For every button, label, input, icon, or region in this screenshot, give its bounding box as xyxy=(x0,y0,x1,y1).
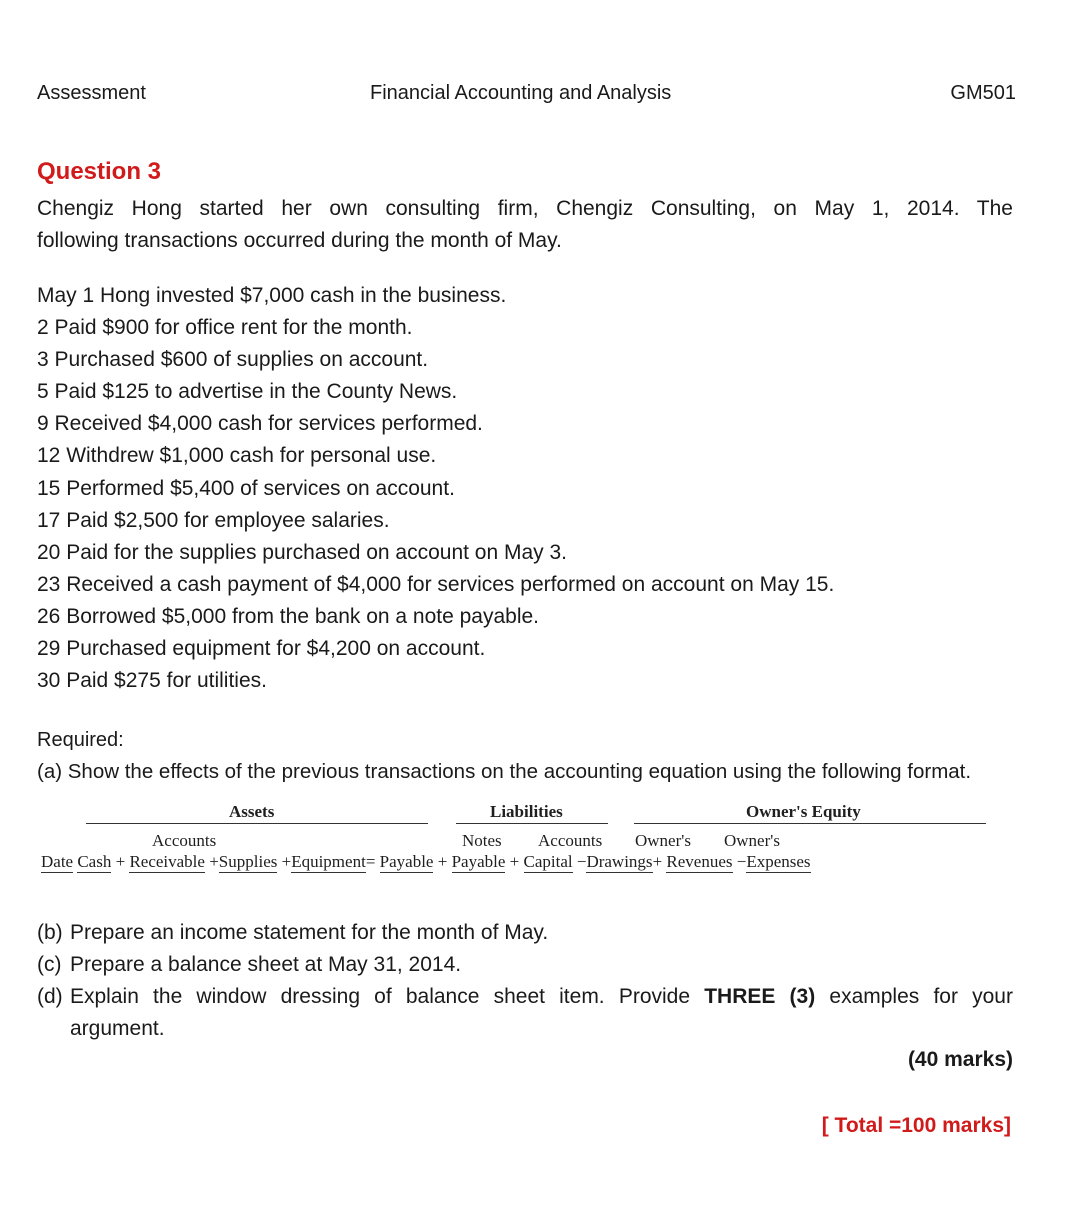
equation-assets-header: Assets xyxy=(229,802,275,821)
equation-equity-header: Owner's Equity xyxy=(746,802,861,821)
equation-accounts-payable: Payable xyxy=(451,852,506,871)
header-left: Assessment xyxy=(37,82,146,104)
equation-notes-payable: Payable xyxy=(379,852,434,871)
transaction-item: 20 Paid for the supplies purchased on account on May 3. xyxy=(37,540,568,564)
equation-owners-drawings-top: Owner's xyxy=(724,831,780,850)
minus-sign: − xyxy=(736,852,747,871)
intro-line-1: Chengiz Hong started her own consulting firm, Chengiz Consulting, on May 1, 2014. The xyxy=(37,197,1013,220)
required-label: Required: xyxy=(37,729,124,751)
header-course-code: GM501 xyxy=(950,82,1016,104)
header-course-title: Financial Accounting and Analysis xyxy=(370,82,672,104)
transaction-item: 17 Paid $2,500 for employee salaries. xyxy=(37,508,390,532)
transaction-item: 2 Paid $900 for office rent for the month. xyxy=(37,316,413,340)
liabilities-rule xyxy=(456,823,608,824)
question-intro xyxy=(37,193,1013,257)
transaction-item: 5 Paid $125 to advertise in the County News. xyxy=(37,380,458,404)
equation-date: Date xyxy=(41,852,74,871)
plus-sign: + xyxy=(281,852,292,871)
equation-supplies: Supplies xyxy=(218,852,278,871)
part-d-line-1 xyxy=(70,985,1013,1009)
part-c-letter: (c) xyxy=(37,953,62,976)
equation-accounts-top: Accounts xyxy=(152,831,217,850)
intro-line-2: following transactions occurred during the month of May. xyxy=(37,229,562,252)
part-a-text: (a) Show the effects of the previous transactions on the accounting equation using the following format. xyxy=(37,760,972,783)
plus-sign: + xyxy=(437,852,448,871)
transaction-item: 9 Received $4,000 cash for services performed. xyxy=(37,412,483,436)
transaction-item: 30 Paid $275 for utilities. xyxy=(37,669,267,693)
equation-cash: Cash xyxy=(77,852,112,871)
transaction-item: 29 Purchased equipment for $4,200 on account. xyxy=(37,637,486,661)
equation-receivable: Receivable xyxy=(129,852,205,871)
plus-sign: + xyxy=(652,852,663,871)
equation-equipment: Equipment xyxy=(291,852,366,871)
equation-liabilities-header: Liabilities xyxy=(490,802,563,821)
equation-accounts-payable-top: Accounts xyxy=(538,831,603,850)
transaction-item: 3 Purchased $600 of supplies on account. xyxy=(37,348,429,372)
transaction-item: 15 Performed $5,400 of services on account. xyxy=(37,476,455,500)
part-d-text-pre: Explain the window dressing of balance sheet item. Provide xyxy=(70,985,705,1008)
plus-sign: + xyxy=(115,852,126,871)
transaction-item: 26 Borrowed $5,000 from the bank on a note payable. xyxy=(37,604,540,628)
marks-label: (40 marks) xyxy=(907,1048,1013,1071)
equity-rule xyxy=(634,823,986,824)
equation-revenues: Revenues xyxy=(666,852,733,871)
part-b-letter: (b) xyxy=(37,921,63,944)
equation-drawings: Drawings xyxy=(586,852,653,871)
transaction-item: May 1 Hong invested $7,000 cash in the business. xyxy=(37,284,507,307)
transaction-item: 12 Withdrew $1,000 cash for personal use. xyxy=(37,444,437,468)
part-b-text: Prepare an income statement for the month of May. xyxy=(70,921,549,944)
equation-owners-capital-top: Owner's xyxy=(635,831,691,850)
part-c-text: Prepare a balance sheet at May 31, 2014. xyxy=(70,953,462,976)
minus-sign: − xyxy=(576,852,587,871)
question-title: Question 3 xyxy=(37,158,162,185)
transaction-list xyxy=(37,280,834,697)
plus-sign: + xyxy=(209,852,219,871)
equation-row xyxy=(41,852,811,872)
part-d-letter: (d) xyxy=(37,985,63,1008)
plus-sign: + xyxy=(509,852,520,871)
equation-notes-top: Notes xyxy=(462,831,502,850)
part-d-text-post: examples for your xyxy=(815,985,1013,1008)
equation-capital: Capital xyxy=(523,852,573,871)
transaction-item: 23 Received a cash payment of $4,000 for services performed on account on May 15. xyxy=(37,572,835,596)
equals-sign: = xyxy=(365,852,376,871)
total-marks-label: [ Total =100 marks] xyxy=(821,1114,1011,1137)
part-d-line-2: argument. xyxy=(70,1017,165,1040)
part-d-bold: THREE (3) xyxy=(704,985,816,1008)
equation-expenses: Expenses xyxy=(746,852,811,871)
assets-rule xyxy=(86,823,428,824)
